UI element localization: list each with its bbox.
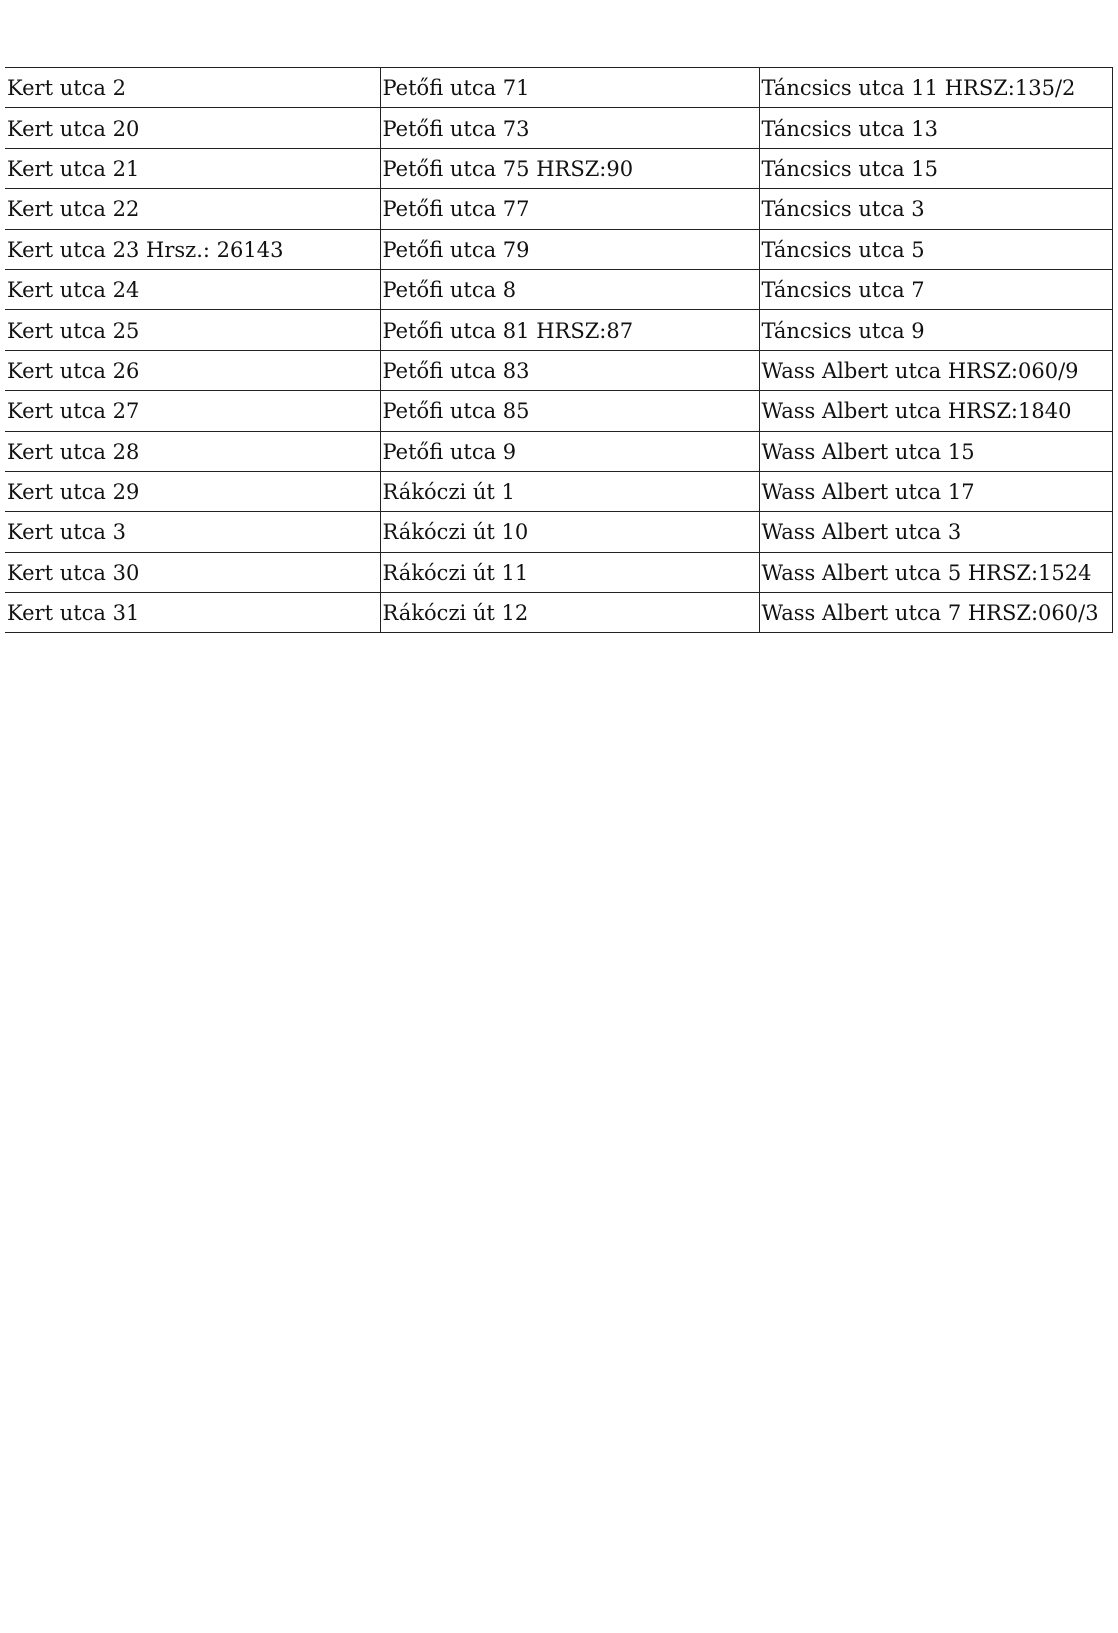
table-cell: Kert utca 29 — [5, 471, 380, 511]
table-cell: Kert utca 27 — [5, 391, 380, 431]
table-cell: Petőfi utca 81 HRSZ:87 — [380, 310, 759, 350]
table-row — [5, 552, 1112, 592]
address-table-body — [5, 68, 1112, 633]
table-cell: Kert utca 20 — [5, 108, 380, 148]
table-cell: Táncsics utca 11 HRSZ:135/2 — [759, 68, 1112, 108]
table-cell: Wass Albert utca 17 — [759, 471, 1112, 511]
table-cell: Kert utca 26 — [5, 350, 380, 390]
table-cell: Petőfi utca 73 — [380, 108, 759, 148]
table-cell: Wass Albert utca 7 HRSZ:060/3 — [759, 593, 1112, 633]
table-cell: Petőfi utca 71 — [380, 68, 759, 108]
table-cell: Kert utca 24 — [5, 269, 380, 309]
table-cell: Petőfi utca 9 — [380, 431, 759, 471]
table-cell: Petőfi utca 8 — [380, 269, 759, 309]
table-cell: Kert utca 31 — [5, 593, 380, 633]
table-cell: Táncsics utca 15 — [759, 148, 1112, 188]
table-row — [5, 108, 1112, 148]
table-cell: Táncsics utca 9 — [759, 310, 1112, 350]
table-cell: Kert utca 25 — [5, 310, 380, 350]
table-row — [5, 189, 1112, 229]
table-row — [5, 391, 1112, 431]
table-cell: Petőfi utca 77 — [380, 189, 759, 229]
table-cell: Kert utca 23 Hrsz.: 26143 — [5, 229, 380, 269]
table-cell: Wass Albert utca HRSZ:060/9 — [759, 350, 1112, 390]
table-cell: Táncsics utca 13 — [759, 108, 1112, 148]
table-cell: Rákóczi út 11 — [380, 552, 759, 592]
table-cell: Kert utca 30 — [5, 552, 380, 592]
table-row — [5, 431, 1112, 471]
table-cell: Rákóczi út 12 — [380, 593, 759, 633]
table-cell: Petőfi utca 85 — [380, 391, 759, 431]
table-cell: Rákóczi út 10 — [380, 512, 759, 552]
table-cell: Táncsics utca 5 — [759, 229, 1112, 269]
table-row — [5, 350, 1112, 390]
address-table — [5, 67, 1113, 633]
table-row — [5, 229, 1112, 269]
table-cell: Táncsics utca 3 — [759, 189, 1112, 229]
table-cell: Petőfi utca 83 — [380, 350, 759, 390]
table-row — [5, 593, 1112, 633]
table-cell: Wass Albert utca 5 HRSZ:1524 — [759, 552, 1112, 592]
table-cell: Kert utca 3 — [5, 512, 380, 552]
table-cell: Táncsics utca 7 — [759, 269, 1112, 309]
table-row — [5, 512, 1112, 552]
table-row — [5, 269, 1112, 309]
table-cell: Kert utca 2 — [5, 68, 380, 108]
table-cell: Wass Albert utca 15 — [759, 431, 1112, 471]
table-cell: Wass Albert utca 3 — [759, 512, 1112, 552]
table-cell: Petőfi utca 75 HRSZ:90 — [380, 148, 759, 188]
table-row — [5, 471, 1112, 511]
table-cell: Kert utca 21 — [5, 148, 380, 188]
table-row — [5, 68, 1112, 108]
table-cell: Wass Albert utca HRSZ:1840 — [759, 391, 1112, 431]
table-cell: Kert utca 28 — [5, 431, 380, 471]
table-cell: Petőfi utca 79 — [380, 229, 759, 269]
table-row — [5, 310, 1112, 350]
table-row — [5, 148, 1112, 188]
table-cell: Rákóczi út 1 — [380, 471, 759, 511]
table-cell: Kert utca 22 — [5, 189, 380, 229]
